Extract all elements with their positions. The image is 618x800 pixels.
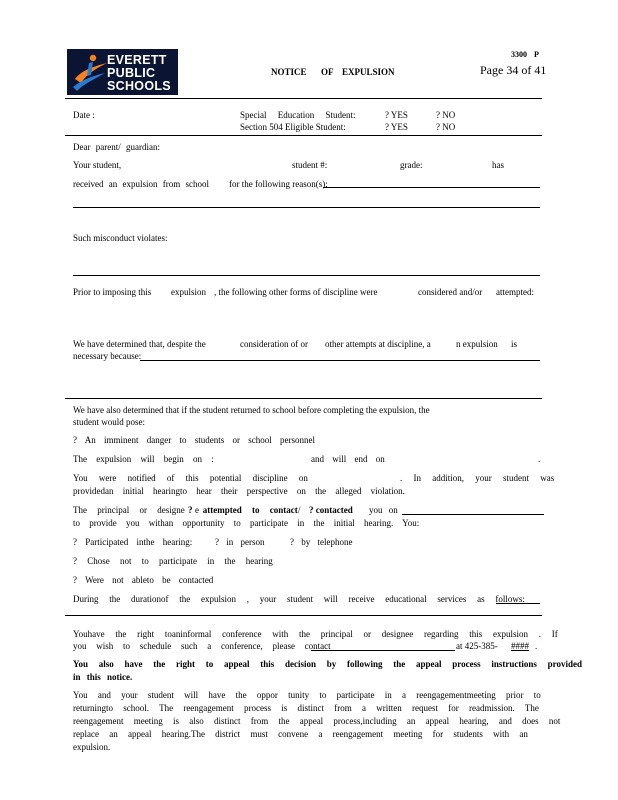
during-text: During the durationof the expulsion , your student will receive educational services as follows: xyxy=(73,594,525,604)
end-text: and will end on xyxy=(311,454,385,464)
not-able-checkbox[interactable]: ? Were not ableto be contacted xyxy=(73,575,214,585)
informal-period: . xyxy=(535,641,538,651)
logo-line-2: PUBLIC xyxy=(107,66,156,80)
misconduct-field-line[interactable] xyxy=(73,275,540,276)
section-rule xyxy=(65,135,542,136)
section-rule-3 xyxy=(65,615,542,616)
logo-line-3: SCHOOLS xyxy=(107,79,171,93)
sped-yes-checkbox[interactable]: ? YES xyxy=(385,110,408,120)
contact-name-field[interactable] xyxy=(311,650,455,651)
prior-text-a: Prior to imposing this xyxy=(73,287,152,297)
received-text: received an expulsion from school xyxy=(73,179,209,189)
principal-text-2: to provide you withan opportunity to participate in the initial hearing. You: xyxy=(73,518,420,528)
policy-suffix: P xyxy=(534,50,539,59)
informal-text-1: Youhave the right toaninformal conference with the principal or designee regarding this expulsion . If xyxy=(73,629,558,639)
your-student-label: Your student, xyxy=(73,160,122,170)
sped-no-checkbox[interactable]: ? NO xyxy=(436,110,456,120)
phone-extension: #### xyxy=(511,641,529,651)
determined-text-f: necessary because: xyxy=(73,351,142,361)
prior-text-e: attempted: xyxy=(496,287,534,297)
policy-code: 3300 xyxy=(511,50,527,59)
header-rule xyxy=(65,98,542,99)
notified-text-2: providedan initial hearingto hear their perspective on the alleged violation. xyxy=(73,486,405,496)
reengage-text-1: You and your student will have the oppor tunity to participate in a reengagementmeeting prior to xyxy=(73,690,541,700)
also-text-2: student would pose: xyxy=(73,417,145,427)
also-text-1: We have also determined that if the student returned to school before completing the expulsion, the xyxy=(73,405,430,415)
principal-slash: / xyxy=(298,505,301,515)
student-number-label: student #: xyxy=(292,160,328,170)
by-telephone-checkbox[interactable]: ? by telephone xyxy=(290,537,353,547)
grade-label: grade: xyxy=(400,160,423,170)
title-word-notice: NOTICE xyxy=(271,67,307,77)
s504-no-checkbox[interactable]: ? NO xyxy=(436,122,456,132)
s504-yes-checkbox[interactable]: ? YES xyxy=(385,122,408,132)
section-rule-2 xyxy=(65,398,542,399)
logo-line-1: EVERETT xyxy=(107,53,167,67)
reasons-label: for the following reason(s): xyxy=(229,179,328,189)
district-logo xyxy=(67,49,178,95)
reengage-text-3: reengagement meeting is also distinct from the appeal process,including an appeal hearing, and does not xyxy=(73,716,561,726)
chose-not-checkbox[interactable]: ? Chose not to participate in the hearing xyxy=(73,556,273,566)
reengage-text-2: returningto school. The reengagement process is distinct from a written request for readmission. The xyxy=(73,703,539,713)
title-word-of: OF xyxy=(321,67,334,77)
determined-text-d: n expulsion xyxy=(456,339,498,349)
determined-field-line[interactable] xyxy=(140,360,540,361)
determined-text-c: other attempts at discipline, a xyxy=(325,339,431,349)
determined-text-e: is xyxy=(511,339,518,349)
principal-text-a: The principal or designe e xyxy=(73,505,199,515)
misconduct-label: Such misconduct violates: xyxy=(73,233,168,243)
in-person-checkbox[interactable]: ? in person xyxy=(215,537,265,547)
appeal-text-1: You also have the right to appeal this decision by following the appeal process instructions provided xyxy=(73,659,582,669)
services-field[interactable] xyxy=(496,603,540,604)
begin-text: The expulsion will begin on : xyxy=(73,454,214,464)
determined-text-b: consideration of or xyxy=(240,339,308,349)
contact-date-field[interactable] xyxy=(402,514,544,515)
notified-text-a: You were notified of this potential discipline on xyxy=(73,473,308,483)
has-label: has xyxy=(492,160,504,170)
informal-text-2b: at 425-385- xyxy=(456,641,498,651)
prior-text-c: , the following other forms of discipline were xyxy=(214,287,378,297)
salutation: Dear parent/ guardian: xyxy=(73,142,160,152)
informal-text-2a: you wish to schedule such a conference, please contact xyxy=(73,641,331,651)
sped-label: Special Education Student: xyxy=(240,110,356,120)
appeal-text-2: in this notice. xyxy=(73,672,133,682)
attempted-contact-checkbox[interactable]: ? attempted to contact xyxy=(188,505,298,515)
s504-label: Section 504 Eligible Student: xyxy=(240,122,346,132)
end-period: . xyxy=(538,454,541,464)
reason-field-line-1[interactable] xyxy=(323,187,540,188)
reason-field-line-2[interactable] xyxy=(73,207,540,208)
title-word-expulsion: EXPULSION xyxy=(342,67,395,77)
reengage-text-4: replace an appeal hearing.The district must convene a reengagement meeting for students with an xyxy=(73,729,528,739)
imminent-danger-checkbox[interactable]: ? An imminent danger to students or school personnel xyxy=(73,435,315,445)
contacted-checkbox[interactable]: ? contacted xyxy=(309,505,353,515)
determined-text-a: We have determined that, despite the xyxy=(73,339,206,349)
date-label: Date : xyxy=(73,110,95,120)
notified-text-b: . In addition, your student was xyxy=(400,473,555,483)
participated-checkbox[interactable]: ? Participated inthe hearing: xyxy=(73,537,193,547)
page-label: Page 34 of 41 xyxy=(480,63,547,77)
prior-text-d: considered and/or xyxy=(418,287,483,297)
prior-text-b: expulsion xyxy=(171,287,206,297)
principal-text-e: you on xyxy=(369,505,398,515)
reengage-text-5: expulsion. xyxy=(73,742,111,752)
